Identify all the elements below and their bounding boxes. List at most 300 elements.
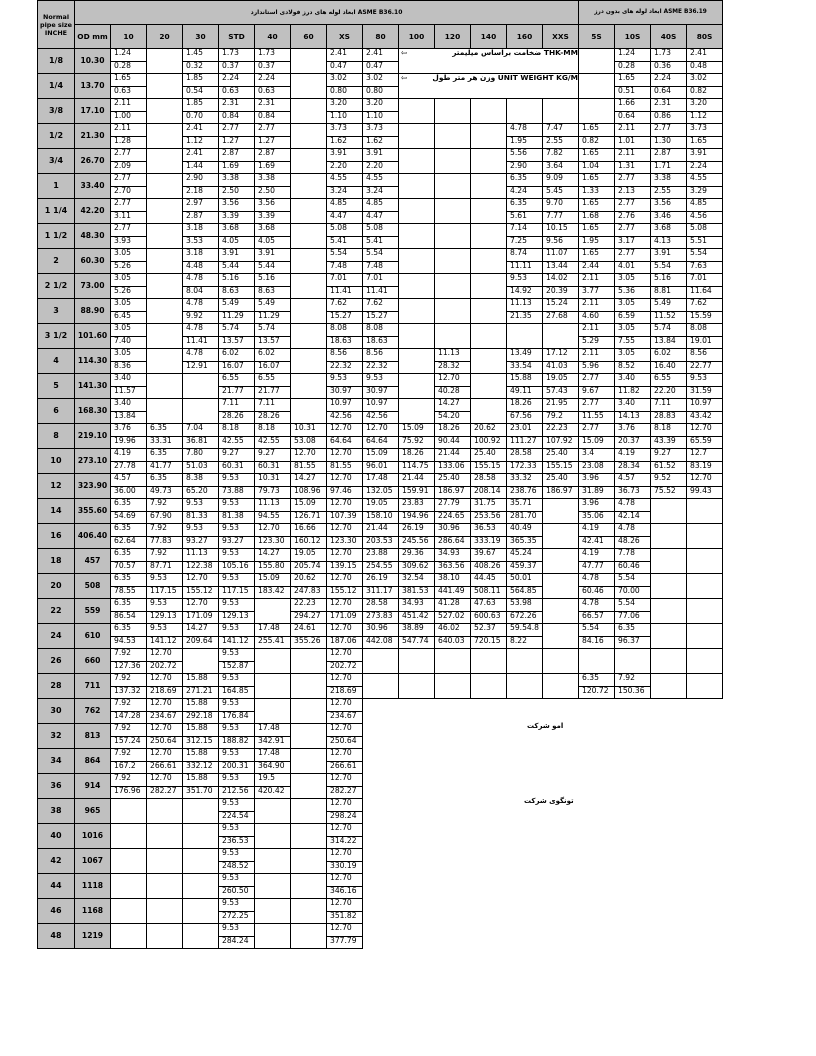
unit-weight-value: 0.82 bbox=[579, 136, 614, 149]
table-row bbox=[38, 449, 723, 474]
table-row bbox=[38, 199, 723, 224]
schedule-value-cell bbox=[363, 99, 399, 124]
schedule-value-cell bbox=[579, 99, 615, 124]
schedule-value-cell bbox=[471, 299, 507, 324]
unit-weight-value: 176.84 bbox=[219, 711, 254, 724]
schedule-value-cell bbox=[471, 399, 507, 424]
schedule-value-cell bbox=[687, 349, 723, 374]
schedule-value-cell bbox=[183, 799, 219, 824]
unit-weight-value: 22.77 bbox=[687, 361, 722, 374]
wall-thickness-value: 12.70 bbox=[150, 648, 172, 657]
unit-weight-value: 351.70 bbox=[183, 786, 218, 799]
schedule-value-cell bbox=[219, 149, 255, 174]
wall-thickness-value: 52.37 bbox=[474, 623, 496, 632]
schedule-value-cell bbox=[471, 199, 507, 224]
schedule-value-cell bbox=[363, 474, 399, 499]
unit-weight-value: 65.59 bbox=[687, 436, 722, 449]
schedule-value-cell bbox=[291, 399, 327, 424]
outer-diameter-cell: 914 bbox=[75, 774, 111, 799]
unit-weight-value: 96.01 bbox=[363, 461, 398, 474]
unit-weight-value: 186.97 bbox=[543, 486, 578, 499]
unit-weight-value: 1.62 bbox=[327, 136, 362, 149]
schedule-value-cell bbox=[471, 474, 507, 499]
schedule-value-cell bbox=[111, 524, 147, 549]
schedule-value-cell bbox=[471, 524, 507, 549]
unit-weight-value: 1.69 bbox=[255, 161, 290, 174]
schedule-value-cell bbox=[147, 499, 183, 524]
unit-weight-value: 16.07 bbox=[255, 361, 290, 374]
schedule-header-10: 10 bbox=[111, 25, 147, 49]
schedule-value-cell bbox=[255, 274, 291, 299]
wall-thickness-value: 12.70 bbox=[330, 473, 352, 482]
unit-weight-value: 3.77 bbox=[579, 286, 614, 299]
schedule-value-cell bbox=[399, 249, 435, 274]
unit-weight-value: 7.77 bbox=[543, 211, 578, 224]
wall-thickness-value: 4.57 bbox=[114, 473, 131, 482]
schedule-value-cell bbox=[651, 74, 687, 99]
unit-weight-value: 21.77 bbox=[219, 386, 254, 399]
wall-thickness-value: 9.53 bbox=[222, 698, 239, 707]
schedule-header-40s: 40S bbox=[651, 25, 687, 49]
unit-weight-value: 35.06 bbox=[579, 511, 614, 524]
wall-thickness-value: 2.77 bbox=[258, 123, 275, 132]
unit-weight-value: 0.37 bbox=[219, 61, 254, 74]
schedule-value-cell bbox=[543, 299, 579, 324]
schedule-value-cell bbox=[507, 124, 543, 149]
schedule-value-cell bbox=[615, 174, 651, 199]
unit-weight-value: 155.15 bbox=[471, 461, 506, 474]
unit-weight-value: 9.92 bbox=[183, 311, 218, 324]
unit-weight-value: 67.90 bbox=[147, 511, 182, 524]
unit-weight-value: 41.77 bbox=[147, 461, 182, 474]
schedule-value-cell bbox=[327, 324, 363, 349]
schedule-value-cell bbox=[651, 449, 687, 474]
wall-thickness-value: 12.70 bbox=[330, 623, 352, 632]
unit-weight-value: 129.13 bbox=[219, 611, 254, 624]
unit-weight-value: 11.11 bbox=[507, 261, 542, 274]
wall-thickness-value: 9.53 bbox=[222, 823, 239, 832]
schedule-value-cell bbox=[291, 774, 327, 799]
schedule-value-cell bbox=[651, 199, 687, 224]
schedule-value-cell bbox=[183, 774, 219, 799]
unit-weight-value: 1.68 bbox=[579, 211, 614, 224]
schedule-value-cell bbox=[615, 299, 651, 324]
schedule-header-40: 40 bbox=[255, 25, 291, 49]
schedule-value-cell bbox=[291, 149, 327, 174]
table-row bbox=[38, 499, 723, 524]
wall-thickness-value: 12.70 bbox=[150, 673, 172, 682]
wall-thickness-value: 1.65 bbox=[582, 173, 599, 182]
unit-weight-value: 11.82 bbox=[615, 386, 650, 399]
wall-thickness-value: 3.05 bbox=[114, 348, 131, 357]
wall-thickness-value: 6.02 bbox=[258, 348, 275, 357]
schedule-value-cell bbox=[507, 599, 543, 624]
unit-weight-value: 0.48 bbox=[687, 61, 722, 74]
schedule-value-cell bbox=[183, 849, 219, 874]
unit-weight-value: 8.52 bbox=[615, 361, 650, 374]
unit-weight-value: 4.01 bbox=[615, 261, 650, 274]
schedule-value-cell bbox=[219, 449, 255, 474]
schedule-value-cell bbox=[255, 524, 291, 549]
wall-thickness-value: 3.91 bbox=[222, 248, 239, 257]
schedule-value-cell bbox=[399, 424, 435, 449]
unit-weight-value: 133.06 bbox=[435, 461, 470, 474]
schedule-value-cell bbox=[543, 149, 579, 174]
wall-thickness-value: 12.70 bbox=[150, 748, 172, 757]
wall-thickness-value: 2.87 bbox=[258, 148, 275, 157]
unit-weight-value: 5.36 bbox=[615, 286, 650, 299]
schedule-value-cell bbox=[399, 649, 435, 674]
wall-thickness-value: 4.78 bbox=[510, 123, 527, 132]
schedule-value-cell bbox=[363, 624, 399, 649]
wall-thickness-value: 15.88 bbox=[186, 773, 208, 782]
unit-weight-value: 15.09 bbox=[579, 436, 614, 449]
unit-weight-value: 0.82 bbox=[687, 86, 722, 99]
unit-weight-value: 14.13 bbox=[615, 411, 650, 424]
unit-weight-value: 57.43 bbox=[543, 386, 578, 399]
wall-thickness-value: 12.70 bbox=[186, 573, 208, 582]
schedule-value-cell bbox=[615, 549, 651, 574]
unit-weight-value: 19.01 bbox=[687, 336, 722, 349]
wall-thickness-value: 6.35 bbox=[150, 473, 167, 482]
schedule-value-cell bbox=[219, 699, 255, 724]
unit-weight-value: 67.56 bbox=[507, 411, 542, 424]
unit-weight-value: 36.81 bbox=[183, 436, 218, 449]
pipe-size-cell: 30 bbox=[38, 699, 75, 724]
table-row bbox=[38, 99, 723, 124]
unit-weight-value: 408.26 bbox=[471, 561, 506, 574]
wall-thickness-value: 3.02 bbox=[366, 73, 383, 82]
unit-weight-value: 41.03 bbox=[543, 361, 578, 374]
wall-thickness-value: 9.53 bbox=[222, 523, 239, 532]
schedule-value-cell bbox=[183, 299, 219, 324]
schedule-value-cell bbox=[615, 449, 651, 474]
schedule-value-cell bbox=[183, 399, 219, 424]
schedule-value-cell bbox=[507, 249, 543, 274]
schedule-value-cell bbox=[615, 624, 651, 649]
schedule-value-cell bbox=[435, 374, 471, 399]
wall-thickness-value: 2.77 bbox=[222, 123, 239, 132]
pipe-size-cell: 14 bbox=[38, 499, 75, 524]
pipe-size-cell: 1 1/2 bbox=[38, 224, 75, 249]
wall-thickness-value: 2.11 bbox=[114, 123, 131, 132]
unit-weight-value: 3.39 bbox=[255, 211, 290, 224]
schedule-value-cell bbox=[687, 374, 723, 399]
schedule-value-cell bbox=[363, 149, 399, 174]
unit-weight-value: 3.93 bbox=[111, 236, 146, 249]
outer-diameter-cell: 33.40 bbox=[75, 174, 111, 199]
schedule-value-cell bbox=[399, 199, 435, 224]
schedule-value-cell bbox=[255, 99, 291, 124]
wall-thickness-value: 12.70 bbox=[150, 698, 172, 707]
schedule-value-cell bbox=[615, 399, 651, 424]
schedule-value-cell bbox=[543, 574, 579, 599]
table-row bbox=[38, 224, 723, 249]
schedule-value-cell bbox=[147, 874, 183, 899]
outer-diameter-cell: 273.10 bbox=[75, 449, 111, 474]
schedule-value-cell bbox=[651, 299, 687, 324]
unit-weight-value: 53.08 bbox=[291, 436, 326, 449]
schedule-value-cell bbox=[219, 99, 255, 124]
unit-weight-value: 14.92 bbox=[507, 286, 542, 299]
wall-thickness-value: 1.85 bbox=[186, 73, 203, 82]
wall-thickness-value: 2.41 bbox=[690, 48, 707, 57]
unit-weight-value: 75.52 bbox=[651, 486, 686, 499]
wall-thickness-value: 2.24 bbox=[654, 73, 671, 82]
schedule-value-cell bbox=[183, 199, 219, 224]
unit-weight-value: 107.39 bbox=[327, 511, 362, 524]
schedule-value-cell bbox=[183, 899, 219, 924]
unit-weight-value: 2.90 bbox=[507, 161, 542, 174]
wall-thickness-value: 18.26 bbox=[438, 423, 460, 432]
schedule-value-cell bbox=[687, 124, 723, 149]
wall-thickness-value: 41.28 bbox=[438, 598, 460, 607]
unit-weight-value: 365.35 bbox=[507, 536, 542, 549]
schedule-value-cell bbox=[255, 399, 291, 424]
schedule-value-cell bbox=[255, 924, 291, 949]
unit-weight-value: 6.59 bbox=[615, 311, 650, 324]
schedule-value-cell bbox=[219, 749, 255, 774]
wall-thickness-value: 4.55 bbox=[366, 173, 383, 182]
pipe-size-cell: 1/8 bbox=[38, 49, 75, 74]
wall-thickness-value: 6.35 bbox=[150, 423, 167, 432]
schedule-value-cell bbox=[291, 499, 327, 524]
wall-thickness-value: 40.49 bbox=[510, 523, 532, 532]
outer-diameter-cell: 457 bbox=[75, 549, 111, 574]
table-row bbox=[38, 874, 723, 899]
wall-thickness-value: 20.62 bbox=[474, 423, 496, 432]
wall-thickness-value: 5.54 bbox=[366, 248, 383, 257]
unit-weight-value: 7.63 bbox=[687, 261, 722, 274]
wall-thickness-value: 3.91 bbox=[330, 148, 347, 157]
unit-weight-value: 77.83 bbox=[147, 536, 182, 549]
schedule-value-cell bbox=[111, 424, 147, 449]
schedule-value-cell bbox=[399, 149, 435, 174]
schedule-value-cell bbox=[111, 674, 147, 699]
unit-weight-value: 2.87 bbox=[183, 211, 218, 224]
schedule-value-cell bbox=[327, 374, 363, 399]
wall-thickness-value: 17.48 bbox=[366, 473, 388, 482]
unit-weight-value: 3.29 bbox=[687, 186, 722, 199]
unit-weight-value: 42.41 bbox=[579, 536, 614, 549]
schedule-value-cell bbox=[615, 574, 651, 599]
outer-diameter-cell: 101.60 bbox=[75, 324, 111, 349]
wall-thickness-value: 12.70 bbox=[438, 373, 460, 382]
wall-thickness-value: 3.05 bbox=[618, 323, 635, 332]
unit-weight-value: 1.28 bbox=[111, 136, 146, 149]
unit-weight-value: 0.64 bbox=[651, 86, 686, 99]
schedule-value-cell bbox=[579, 399, 615, 424]
unit-weight-value: 15.59 bbox=[687, 311, 722, 324]
schedule-value-cell bbox=[687, 549, 723, 574]
schedule-value-cell bbox=[255, 349, 291, 374]
schedule-value-cell bbox=[399, 499, 435, 524]
table-row bbox=[38, 49, 723, 74]
unit-weight-value: 20.39 bbox=[543, 286, 578, 299]
wall-thickness-value: 2.77 bbox=[114, 198, 131, 207]
schedule-value-cell bbox=[435, 649, 471, 674]
wall-thickness-value: 3.38 bbox=[222, 173, 239, 182]
schedule-value-cell bbox=[219, 874, 255, 899]
unit-weight-value: 2.13 bbox=[615, 186, 650, 199]
schedule-value-cell bbox=[471, 449, 507, 474]
pipe-size-cell: 12 bbox=[38, 474, 75, 499]
wall-thickness-value: 2.87 bbox=[654, 148, 671, 157]
wall-thickness-value: 12.70 bbox=[294, 448, 316, 457]
wall-thickness-value: 19.05 bbox=[294, 548, 316, 557]
schedule-value-cell bbox=[579, 449, 615, 474]
wall-thickness-value: 3.96 bbox=[582, 473, 599, 482]
wall-thickness-value: 12.70 bbox=[330, 748, 352, 757]
wall-thickness-value: 11.13 bbox=[510, 298, 532, 307]
wall-thickness-value: 22.23 bbox=[294, 598, 316, 607]
unit-weight-value: 2.44 bbox=[579, 261, 614, 274]
wall-thickness-value: 2.77 bbox=[582, 423, 599, 432]
wall-thickness-value: 4.78 bbox=[618, 523, 635, 532]
schedule-value-cell bbox=[363, 674, 399, 699]
wall-thickness-value: 3.18 bbox=[186, 223, 203, 232]
unit-weight-value: 273.83 bbox=[363, 611, 398, 624]
schedule-value-cell bbox=[147, 774, 183, 799]
unit-weight-value: 66.57 bbox=[579, 611, 614, 624]
unit-weight-value: 49.73 bbox=[147, 486, 182, 499]
wall-thickness-value: 12.70 bbox=[330, 723, 352, 732]
unit-weight-value: 309.62 bbox=[399, 561, 434, 574]
schedule-value-cell bbox=[507, 274, 543, 299]
wall-thickness-value: 4.55 bbox=[330, 173, 347, 182]
wall-thickness-value: 12.70 bbox=[330, 873, 352, 882]
wall-thickness-value: 10.97 bbox=[690, 398, 712, 407]
wall-thickness-value: 4.78 bbox=[186, 348, 203, 357]
wall-thickness-value: 1.85 bbox=[186, 98, 203, 107]
schedule-value-cell bbox=[579, 49, 615, 74]
unit-weight-value: 75.92 bbox=[399, 436, 434, 449]
wall-thickness-value: 9.53 bbox=[222, 473, 239, 482]
schedule-value-cell bbox=[363, 174, 399, 199]
unit-weight-value: 84.16 bbox=[579, 636, 614, 649]
unit-weight-value: 224.65 bbox=[435, 511, 470, 524]
schedule-value-cell bbox=[111, 324, 147, 349]
unit-weight-value: 31.59 bbox=[687, 386, 722, 399]
outer-diameter-cell: 660 bbox=[75, 649, 111, 674]
schedule-value-cell bbox=[111, 299, 147, 324]
unit-weight-value: 4.60 bbox=[579, 311, 614, 324]
unit-weight-value: 234.67 bbox=[147, 711, 182, 724]
wall-thickness-value: 10.31 bbox=[258, 473, 280, 482]
unit-weight-value: 3.53 bbox=[183, 236, 218, 249]
schedule-value-cell bbox=[291, 599, 327, 624]
unit-weight-value: 254.55 bbox=[363, 561, 398, 574]
wall-thickness-value: 6.35 bbox=[114, 598, 131, 607]
wall-thickness-value: 11.07 bbox=[546, 248, 568, 257]
schedule-value-cell bbox=[111, 449, 147, 474]
wall-thickness-value: 9.53 bbox=[222, 898, 239, 907]
unit-weight-value: 4.24 bbox=[507, 186, 542, 199]
outer-diameter-cell: 10.30 bbox=[75, 49, 111, 74]
schedule-value-cell bbox=[291, 224, 327, 249]
unit-weight-value: 0.63 bbox=[255, 86, 290, 99]
wall-thickness-value: 3.91 bbox=[366, 148, 383, 157]
wall-thickness-value: 2.77 bbox=[582, 373, 599, 382]
outer-diameter-cell: 88.90 bbox=[75, 299, 111, 324]
schedule-value-cell bbox=[147, 449, 183, 474]
unit-weight-value: 120.72 bbox=[579, 686, 614, 699]
wall-thickness-value: 1.24 bbox=[114, 48, 131, 57]
wall-thickness-value: 3.96 bbox=[582, 498, 599, 507]
wall-thickness-value: 2.11 bbox=[582, 298, 599, 307]
wall-thickness-value: 12.70 bbox=[186, 598, 208, 607]
wall-thickness-value: 7.11 bbox=[222, 398, 239, 407]
wall-thickness-value: 9.53 bbox=[222, 748, 239, 757]
unit-weight-value: 0.32 bbox=[183, 61, 218, 74]
outer-diameter-cell: 60.30 bbox=[75, 249, 111, 274]
schedule-value-cell bbox=[363, 449, 399, 474]
wall-thickness-value: 18.26 bbox=[510, 398, 532, 407]
schedule-value-cell bbox=[147, 824, 183, 849]
unit-weight-value: 3.46 bbox=[651, 211, 686, 224]
wall-thickness-value: 12.70 bbox=[330, 498, 352, 507]
unit-weight-value: 27.78 bbox=[111, 461, 146, 474]
schedule-value-cell bbox=[579, 499, 615, 524]
schedule-value-cell bbox=[219, 524, 255, 549]
pipe-size-cell: 20 bbox=[38, 574, 75, 599]
unit-weight-value: 6.45 bbox=[111, 311, 146, 324]
schedule-value-cell bbox=[579, 524, 615, 549]
unit-weight-value: 51.03 bbox=[183, 461, 218, 474]
wall-thickness-value: 3.05 bbox=[114, 273, 131, 282]
schedule-value-cell bbox=[363, 499, 399, 524]
unit-weight-value: 11.57 bbox=[111, 386, 146, 399]
schedule-value-cell bbox=[255, 574, 291, 599]
schedule-value-cell bbox=[183, 174, 219, 199]
wall-thickness-value: 9.09 bbox=[546, 173, 563, 182]
schedule-value-cell bbox=[183, 224, 219, 249]
wall-thickness-value: 12.70 bbox=[330, 848, 352, 857]
unit-weight-value: 16.07 bbox=[219, 361, 254, 374]
unit-weight-value: 1.71 bbox=[651, 161, 686, 174]
legend-cell bbox=[399, 49, 579, 74]
schedule-value-cell bbox=[111, 824, 147, 849]
unit-weight-value: 1.69 bbox=[219, 161, 254, 174]
unit-weight-value: 0.84 bbox=[219, 111, 254, 124]
schedule-value-cell bbox=[111, 199, 147, 224]
wall-thickness-value: 5.54 bbox=[330, 248, 347, 257]
outer-diameter-cell: 48.30 bbox=[75, 224, 111, 249]
pipe-size-cell: 1/2 bbox=[38, 124, 75, 149]
wall-thickness-value: 3.38 bbox=[654, 173, 671, 182]
unit-weight-value: 459.37 bbox=[507, 561, 542, 574]
unit-weight-value: 81.38 bbox=[219, 511, 254, 524]
unit-weight-value: 1.00 bbox=[111, 111, 146, 124]
outer-diameter-cell: 42.20 bbox=[75, 199, 111, 224]
wall-thickness-value: 5.16 bbox=[654, 273, 671, 282]
outer-diameter-cell: 21.30 bbox=[75, 124, 111, 149]
schedule-value-cell bbox=[435, 524, 471, 549]
schedule-value-cell bbox=[687, 599, 723, 624]
schedule-value-cell bbox=[471, 499, 507, 524]
unit-weight-value: 245.56 bbox=[399, 536, 434, 549]
wall-thickness-value: 21.44 bbox=[438, 448, 460, 457]
unit-weight-value: 527.02 bbox=[435, 611, 470, 624]
unit-weight-value: 5.44 bbox=[255, 261, 290, 274]
schedule-value-cell bbox=[327, 774, 363, 799]
wall-thickness-value: 14.27 bbox=[186, 623, 208, 632]
schedule-value-cell bbox=[147, 424, 183, 449]
pipe-size-cell: 10 bbox=[38, 449, 75, 474]
schedule-value-cell bbox=[507, 299, 543, 324]
table-row bbox=[38, 299, 723, 324]
schedule-value-cell bbox=[147, 799, 183, 824]
